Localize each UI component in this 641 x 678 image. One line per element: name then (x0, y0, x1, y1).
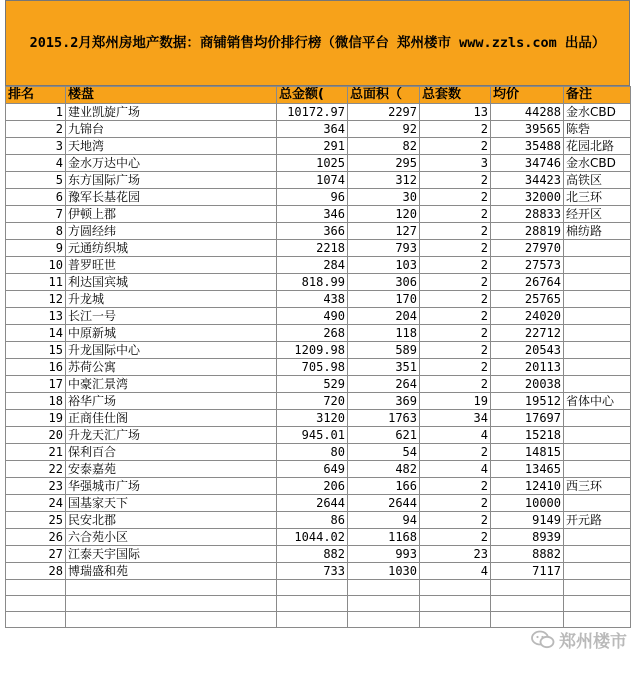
empty-cell (564, 612, 631, 628)
cell-note: 开元路 (564, 512, 631, 529)
cell-rank: 22 (6, 461, 66, 478)
cell-units: 2 (420, 291, 491, 308)
cell-amount: 2218 (277, 240, 348, 257)
cell-units: 2 (420, 257, 491, 274)
cell-units: 4 (420, 461, 491, 478)
cell-note (564, 563, 631, 580)
empty-cell (564, 596, 631, 612)
cell-area: 1030 (348, 563, 420, 580)
cell-project: 江泰天宇国际 (66, 546, 277, 563)
cell-area: 92 (348, 121, 420, 138)
cell-price: 32000 (491, 189, 564, 206)
cell-project: 中豪汇景湾 (66, 376, 277, 393)
table-row (6, 223, 631, 240)
cell-note (564, 274, 631, 291)
header-project: 楼盘 (66, 87, 277, 104)
cell-amount: 649 (277, 461, 348, 478)
cell-area: 264 (348, 376, 420, 393)
cell-units: 2 (420, 359, 491, 376)
cell-area: 82 (348, 138, 420, 155)
empty-cell (420, 612, 491, 628)
cell-note (564, 529, 631, 546)
cell-rank: 24 (6, 495, 66, 512)
cell-area: 793 (348, 240, 420, 257)
cell-rank: 18 (6, 393, 66, 410)
empty-cell (420, 580, 491, 596)
cell-project: 升龙城 (66, 291, 277, 308)
cell-project: 天地湾 (66, 138, 277, 155)
cell-price: 12410 (491, 478, 564, 495)
cell-units: 2 (420, 189, 491, 206)
cell-area: 166 (348, 478, 420, 495)
cell-units: 2 (420, 172, 491, 189)
empty-cell (6, 612, 66, 628)
cell-price: 28833 (491, 206, 564, 223)
cell-area: 312 (348, 172, 420, 189)
empty-cell (277, 612, 348, 628)
cell-price: 27573 (491, 257, 564, 274)
cell-project: 裕华广场 (66, 393, 277, 410)
cell-project: 利达国宾城 (66, 274, 277, 291)
table-row (6, 359, 631, 376)
cell-rank: 6 (6, 189, 66, 206)
cell-project: 华强城市广场 (66, 478, 277, 495)
empty-row (6, 580, 631, 596)
table-row (6, 495, 631, 512)
cell-units: 2 (420, 240, 491, 257)
cell-area: 118 (348, 325, 420, 342)
cell-area: 295 (348, 155, 420, 172)
cell-price: 35488 (491, 138, 564, 155)
empty-cell (66, 612, 277, 628)
cell-amount: 96 (277, 189, 348, 206)
cell-note (564, 257, 631, 274)
cell-note (564, 410, 631, 427)
cell-price: 27970 (491, 240, 564, 257)
table-row (6, 393, 631, 410)
table-row (6, 206, 631, 223)
cell-price: 34746 (491, 155, 564, 172)
cell-area: 103 (348, 257, 420, 274)
cell-project: 伊顿上郡 (66, 206, 277, 223)
table-row (6, 546, 631, 563)
cell-amount: 529 (277, 376, 348, 393)
cell-rank: 26 (6, 529, 66, 546)
cell-rank: 21 (6, 444, 66, 461)
cell-note (564, 461, 631, 478)
cell-amount: 2644 (277, 495, 348, 512)
table-row (6, 274, 631, 291)
cell-project: 升龙天汇广场 (66, 427, 277, 444)
cell-note (564, 308, 631, 325)
empty-cell (420, 596, 491, 612)
cell-note: 棉纺路 (564, 223, 631, 240)
table-row (6, 291, 631, 308)
cell-area: 204 (348, 308, 420, 325)
empty-cell (491, 580, 564, 596)
table-body (6, 104, 631, 628)
cell-amount: 10172.97 (277, 104, 348, 121)
cell-area: 30 (348, 189, 420, 206)
cell-rank: 9 (6, 240, 66, 257)
cell-rank: 17 (6, 376, 66, 393)
empty-cell (66, 596, 277, 612)
cell-rank: 25 (6, 512, 66, 529)
cell-amount: 490 (277, 308, 348, 325)
cell-units: 2 (420, 376, 491, 393)
cell-units: 2 (420, 444, 491, 461)
cell-area: 306 (348, 274, 420, 291)
table-row (6, 376, 631, 393)
cell-note: 高铁区 (564, 172, 631, 189)
cell-project: 方圆经纬 (66, 223, 277, 240)
cell-price: 20038 (491, 376, 564, 393)
table-row (6, 563, 631, 580)
cell-amount: 346 (277, 206, 348, 223)
header-note: 备注 (564, 87, 631, 104)
cell-units: 2 (420, 206, 491, 223)
table-row (6, 240, 631, 257)
cell-area: 1168 (348, 529, 420, 546)
cell-project: 升龙国际中心 (66, 342, 277, 359)
cell-rank: 10 (6, 257, 66, 274)
cell-units: 4 (420, 563, 491, 580)
cell-price: 13465 (491, 461, 564, 478)
cell-price: 17697 (491, 410, 564, 427)
cell-note (564, 546, 631, 563)
cell-units: 34 (420, 410, 491, 427)
cell-units: 2 (420, 325, 491, 342)
cell-project: 东方国际广场 (66, 172, 277, 189)
cell-area: 54 (348, 444, 420, 461)
cell-rank: 2 (6, 121, 66, 138)
page-title-text: 2015.2月郑州房地产数据：商铺销售均价排行榜（微信平台 郑州楼市 www.zzls.com 出品） (29, 34, 606, 51)
cell-units: 13 (420, 104, 491, 121)
cell-units: 2 (420, 529, 491, 546)
table-row (6, 512, 631, 529)
cell-units: 19 (420, 393, 491, 410)
cell-note: 经开区 (564, 206, 631, 223)
cell-units: 4 (420, 427, 491, 444)
cell-rank: 8 (6, 223, 66, 240)
empty-row (6, 596, 631, 612)
cell-project: 长江一号 (66, 308, 277, 325)
cell-amount: 1025 (277, 155, 348, 172)
cell-note: 西三环 (564, 478, 631, 495)
cell-rank: 16 (6, 359, 66, 376)
table-row (6, 478, 631, 495)
cell-units: 2 (420, 512, 491, 529)
cell-area: 94 (348, 512, 420, 529)
cell-area: 120 (348, 206, 420, 223)
cell-area: 127 (348, 223, 420, 240)
table-row (6, 104, 631, 121)
table-row (6, 444, 631, 461)
cell-amount: 364 (277, 121, 348, 138)
cell-note: 省体中心 (564, 393, 631, 410)
cell-amount: 882 (277, 546, 348, 563)
cell-price: 15218 (491, 427, 564, 444)
empty-cell (491, 596, 564, 612)
header-avg-price: 均价 (491, 87, 564, 104)
cell-area: 2297 (348, 104, 420, 121)
table-row (6, 257, 631, 274)
cell-price: 44288 (491, 104, 564, 121)
cell-units: 2 (420, 274, 491, 291)
cell-project: 金水万达中心 (66, 155, 277, 172)
header-total-amount: 总金额( (277, 87, 348, 104)
cell-project: 豫军长基花园 (66, 189, 277, 206)
empty-cell (66, 580, 277, 596)
cell-rank: 14 (6, 325, 66, 342)
cell-rank: 1 (6, 104, 66, 121)
cell-note: 花园北路 (564, 138, 631, 155)
table-row (6, 155, 631, 172)
empty-cell (6, 596, 66, 612)
cell-amount: 733 (277, 563, 348, 580)
cell-amount: 818.99 (277, 274, 348, 291)
cell-area: 351 (348, 359, 420, 376)
cell-price: 34423 (491, 172, 564, 189)
cell-project: 国基家天下 (66, 495, 277, 512)
cell-price: 14815 (491, 444, 564, 461)
cell-note (564, 444, 631, 461)
cell-rank: 3 (6, 138, 66, 155)
watermark-text: 郑州楼市 (559, 632, 627, 652)
table-row (6, 427, 631, 444)
cell-project: 正商佳仕阁 (66, 410, 277, 427)
cell-units: 2 (420, 342, 491, 359)
cell-rank: 11 (6, 274, 66, 291)
cell-rank: 7 (6, 206, 66, 223)
empty-cell (564, 580, 631, 596)
cell-note (564, 325, 631, 342)
cell-units: 2 (420, 223, 491, 240)
cell-units: 2 (420, 308, 491, 325)
cell-area: 369 (348, 393, 420, 410)
cell-units: 2 (420, 495, 491, 512)
cell-units: 2 (420, 478, 491, 495)
cell-note: 北三环 (564, 189, 631, 206)
cell-price: 9149 (491, 512, 564, 529)
cell-rank: 5 (6, 172, 66, 189)
cell-rank: 23 (6, 478, 66, 495)
cell-rank: 15 (6, 342, 66, 359)
cell-note (564, 291, 631, 308)
cell-price: 10000 (491, 495, 564, 512)
cell-amount: 284 (277, 257, 348, 274)
cell-price: 8939 (491, 529, 564, 546)
cell-amount: 80 (277, 444, 348, 461)
cell-rank: 12 (6, 291, 66, 308)
cell-project: 保利百合 (66, 444, 277, 461)
cell-price: 8882 (491, 546, 564, 563)
cell-note (564, 376, 631, 393)
empty-cell (348, 596, 420, 612)
cell-project: 民安北郡 (66, 512, 277, 529)
cell-note: 金水CBD (564, 104, 631, 121)
cell-rank: 20 (6, 427, 66, 444)
cell-amount: 705.98 (277, 359, 348, 376)
header-total-units: 总套数 (420, 87, 491, 104)
table-row (6, 172, 631, 189)
header-total-area: 总面积（ (348, 87, 420, 104)
table-row (6, 461, 631, 478)
cell-price: 20543 (491, 342, 564, 359)
table-row (6, 121, 631, 138)
cell-note: 陈砦 (564, 121, 631, 138)
cell-price: 39565 (491, 121, 564, 138)
cell-amount: 438 (277, 291, 348, 308)
cell-amount: 268 (277, 325, 348, 342)
cell-area: 170 (348, 291, 420, 308)
cell-price: 24020 (491, 308, 564, 325)
cell-project: 博瑞盛和苑 (66, 563, 277, 580)
cell-amount: 206 (277, 478, 348, 495)
header-rank: 排名 (6, 87, 66, 104)
ranking-table (5, 86, 631, 628)
cell-area: 993 (348, 546, 420, 563)
cell-amount: 86 (277, 512, 348, 529)
cell-units: 2 (420, 121, 491, 138)
cell-units: 3 (420, 155, 491, 172)
empty-cell (491, 612, 564, 628)
cell-project: 六合苑小区 (66, 529, 277, 546)
cell-note: 金水CBD (564, 155, 631, 172)
cell-rank: 28 (6, 563, 66, 580)
cell-rank: 27 (6, 546, 66, 563)
cell-area: 621 (348, 427, 420, 444)
cell-price: 22712 (491, 325, 564, 342)
cell-price: 28819 (491, 223, 564, 240)
cell-note (564, 427, 631, 444)
cell-amount: 1074 (277, 172, 348, 189)
cell-area: 1763 (348, 410, 420, 427)
cell-project: 九锦台 (66, 121, 277, 138)
cell-area: 482 (348, 461, 420, 478)
cell-amount: 945.01 (277, 427, 348, 444)
cell-note (564, 342, 631, 359)
cell-price: 19512 (491, 393, 564, 410)
header-row (6, 87, 631, 104)
cell-project: 安泰嘉苑 (66, 461, 277, 478)
cell-amount: 1209.98 (277, 342, 348, 359)
table-row (6, 342, 631, 359)
cell-amount: 291 (277, 138, 348, 155)
cell-amount: 366 (277, 223, 348, 240)
cell-rank: 4 (6, 155, 66, 172)
cell-rank: 19 (6, 410, 66, 427)
cell-project: 建业凯旋广场 (66, 104, 277, 121)
cell-project: 普罗旺世 (66, 257, 277, 274)
cell-rank: 13 (6, 308, 66, 325)
cell-units: 23 (420, 546, 491, 563)
empty-row (6, 612, 631, 628)
empty-cell (277, 580, 348, 596)
wechat-icon (531, 630, 555, 650)
cell-project: 元通纺织城 (66, 240, 277, 257)
cell-price: 25765 (491, 291, 564, 308)
cell-note (564, 240, 631, 257)
empty-cell (6, 580, 66, 596)
cell-area: 2644 (348, 495, 420, 512)
page-title (5, 0, 630, 86)
cell-amount: 720 (277, 393, 348, 410)
table-row (6, 529, 631, 546)
cell-note (564, 359, 631, 376)
table-row (6, 308, 631, 325)
cell-price: 26764 (491, 274, 564, 291)
cell-units: 2 (420, 138, 491, 155)
cell-project: 苏荷公寓 (66, 359, 277, 376)
empty-cell (277, 596, 348, 612)
table-row (6, 410, 631, 427)
cell-area: 589 (348, 342, 420, 359)
table-row (6, 325, 631, 342)
cell-note (564, 495, 631, 512)
cell-amount: 3120 (277, 410, 348, 427)
table-row (6, 138, 631, 155)
cell-price: 7117 (491, 563, 564, 580)
watermark (531, 627, 627, 652)
cell-project: 中原新城 (66, 325, 277, 342)
table-row (6, 189, 631, 206)
cell-amount: 1044.02 (277, 529, 348, 546)
cell-price: 20113 (491, 359, 564, 376)
empty-cell (348, 580, 420, 596)
empty-cell (348, 612, 420, 628)
